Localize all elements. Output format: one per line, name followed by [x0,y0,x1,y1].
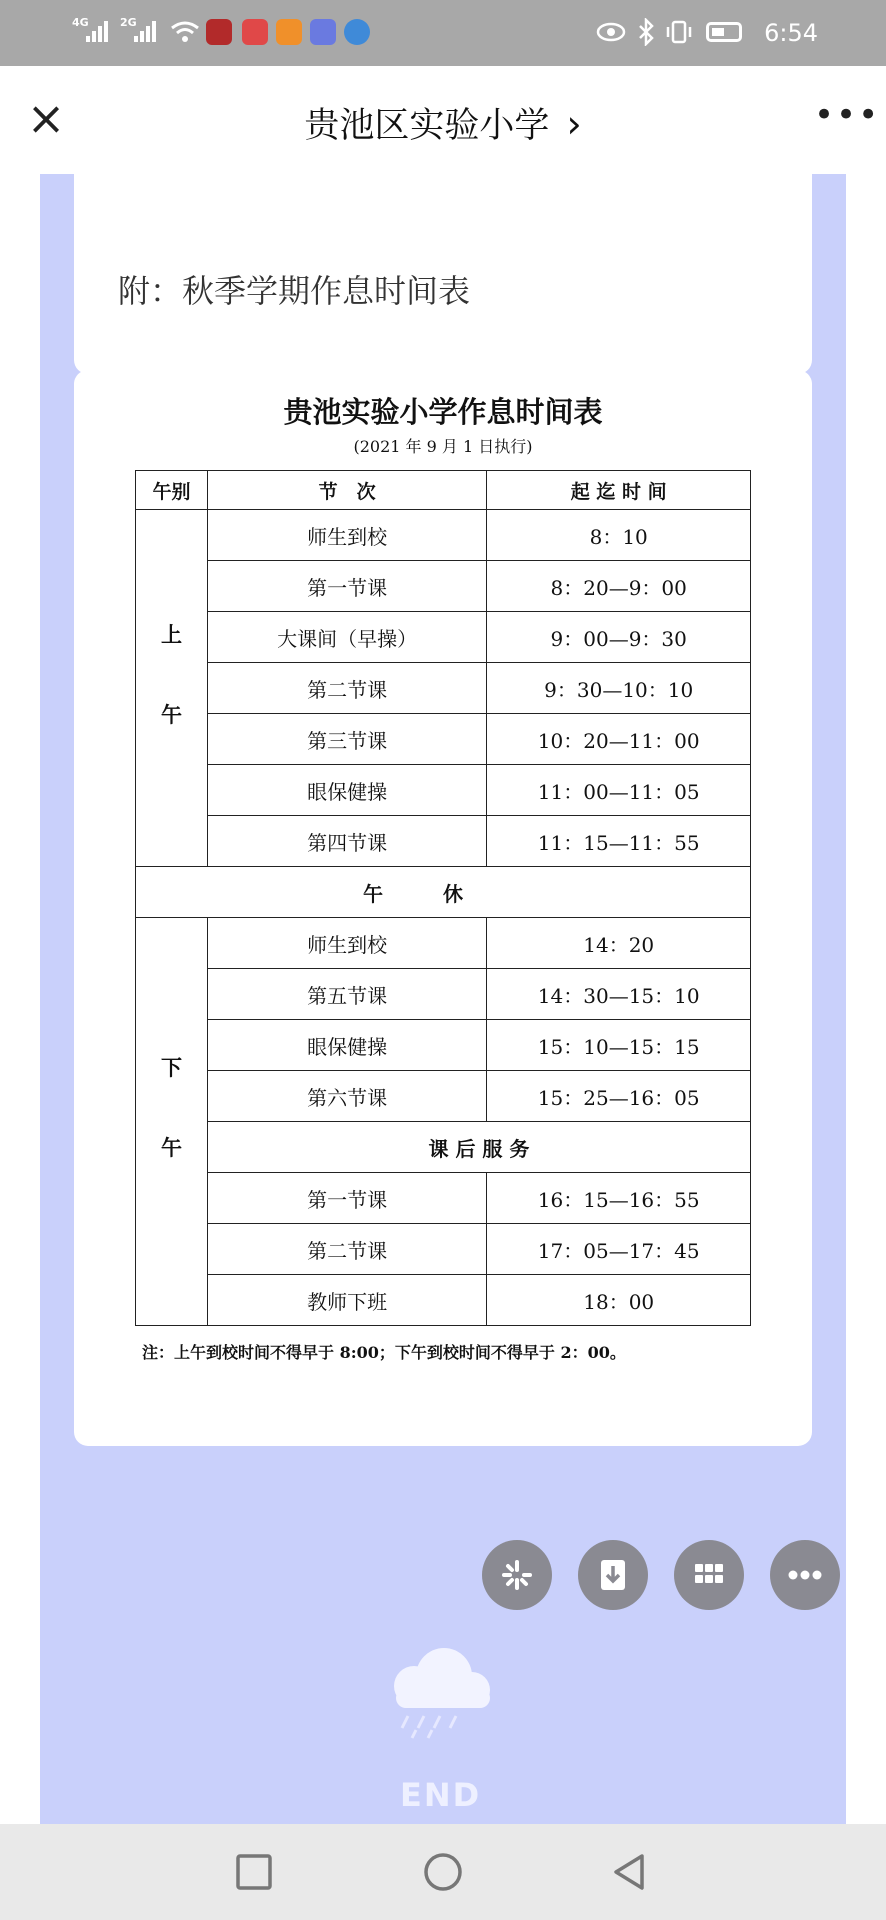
session-cell: 师生到校 [207,918,487,969]
time-cell: 9：00—9：30 [487,612,751,663]
session-cell: 教师下班 [207,1275,487,1326]
chevron-right-icon: › [566,102,582,146]
table-row [136,969,751,1020]
schedule-subtitle: (2021 年 9 月 1 日执行) [353,437,533,456]
app-icon [206,19,232,45]
more-options-button[interactable]: ••• [814,95,881,135]
browser-icon [344,19,370,45]
time-cell: 15：10—15：15 [487,1020,751,1071]
after-school-row [136,1122,751,1173]
session-cell: 大课间（早操） [207,612,487,663]
schedule-table [135,470,751,1326]
sparkle-button[interactable] [482,1540,552,1610]
table-row [136,510,751,561]
more-fab-button[interactable] [770,1540,840,1610]
table-row [136,1224,751,1275]
close-button[interactable]: × [26,91,66,145]
table-row [136,918,751,969]
bluetooth-icon [636,18,656,46]
status-bar [0,0,886,66]
time-cell: 11：00—11：05 [487,765,751,816]
back-triangle-icon[interactable] [608,1850,652,1894]
time-cell: 10：20—11：00 [487,714,751,765]
table-row [136,1071,751,1122]
mail-icon [242,19,268,45]
recent-apps-square-icon[interactable] [232,1850,276,1894]
signal-bars-icon [86,20,112,42]
table-row [136,1275,751,1326]
noon-break-cell: 午休 [136,867,751,918]
session-cell: 第二节课 [207,1224,487,1275]
session-cell: 第六节课 [207,1071,487,1122]
table-row [136,714,751,765]
signal-label-4g: 4G [72,16,89,29]
intro-card [74,174,812,374]
afternoon-label [136,918,208,1326]
video-icon [276,19,302,45]
schedule-title: 贵池实验小学作息时间表 [283,395,603,429]
session-cell: 第一节课 [207,561,487,612]
download-button[interactable] [578,1540,648,1610]
after-school-header: 课 后 服 务 [207,1122,750,1173]
time-cell: 11：15—11：55 [487,816,751,867]
clock: 6:54 [764,19,818,47]
time-cell: 16：15—16：55 [487,1173,751,1224]
time-cell: 18：00 [487,1275,751,1326]
header-cell: 起 迄 时 间 [487,471,751,510]
eye-icon [596,22,626,42]
wifi-icon [170,20,200,44]
music-icon [310,19,336,45]
session-cell: 第二节课 [207,663,487,714]
signal-label-2g: 2G [120,16,137,29]
session-cell: 第四节课 [207,816,487,867]
table-row [136,1020,751,1071]
table-row [136,765,751,816]
session-cell: 第三节课 [207,714,487,765]
cloud-rain-icon [374,1644,498,1744]
page-title[interactable] [0,91,886,148]
header-cell: 午别 [136,471,208,510]
session-cell: 第五节课 [207,969,487,1020]
time-cell: 14：30—15：10 [487,969,751,1020]
morning-label-text: 上 午 [160,621,182,727]
session-cell: 眼保健操 [207,1020,487,1071]
end-label: END [400,1776,482,1814]
time-cell: 9：30—10：10 [487,663,751,714]
sparkle-icon [482,1540,552,1610]
afternoon-label-text: 下 午 [160,1055,182,1160]
session-cell: 第一节课 [207,1173,487,1224]
grid-menu-button[interactable] [674,1540,744,1610]
time-cell: 8：20—9：00 [487,561,751,612]
signal-bars-icon [134,20,160,42]
ellipsis-icon [770,1540,840,1610]
session-cell: 师生到校 [207,510,487,561]
table-row [136,663,751,714]
table-row [136,816,751,867]
time-cell: 14：20 [487,918,751,969]
noon-row [136,867,751,918]
time-cell: 15：25—16：05 [487,1071,751,1122]
title-bar [0,66,886,174]
table-row [136,1173,751,1224]
header-cell: 节 次 [207,471,487,510]
battery-icon [706,22,742,42]
time-cell: 17：05—17：45 [487,1224,751,1275]
schedule-image-card[interactable] [74,370,812,1446]
time-cell: 8：10 [487,510,751,561]
vibrate-icon [664,20,694,44]
table-row [136,561,751,612]
page-title-text: 贵池区实验小学 [304,106,550,146]
attachment-label: 附：秋季学期作息时间表 [118,272,471,310]
grid-icon [674,1540,744,1610]
home-circle-icon[interactable] [421,1850,465,1894]
session-cell: 眼保健操 [207,765,487,816]
table-header-row [136,471,751,510]
morning-label [136,510,208,867]
download-icon [578,1540,648,1610]
system-nav-bar [0,1824,886,1920]
schedule-note: 注：上午到校时间不得早于 8:00；下午到校时间不得早于 2：00。 [142,1343,626,1362]
table-row [136,612,751,663]
